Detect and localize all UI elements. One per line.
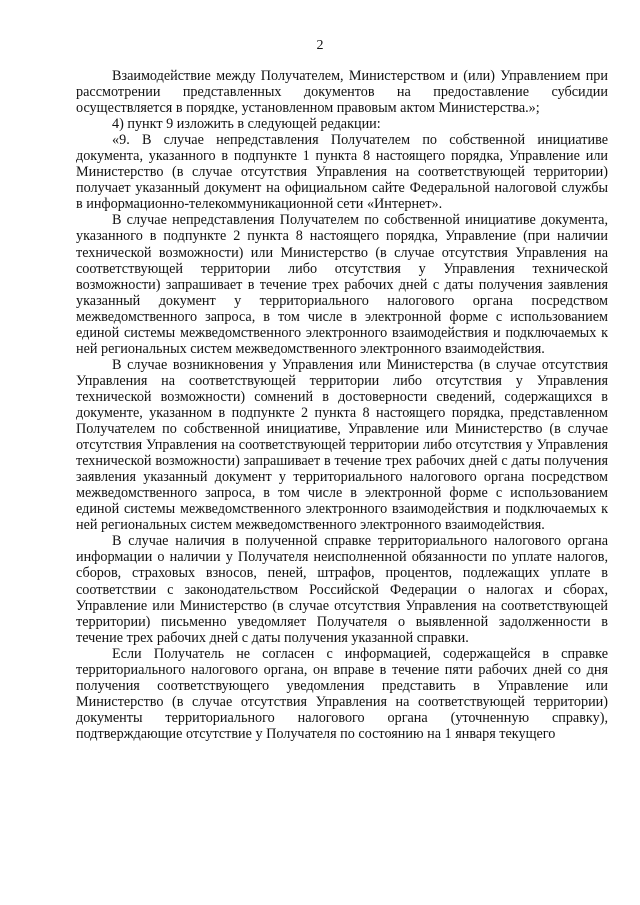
paragraph-interaction-procedure: Взаимодействие между Получателем, Министерством и (или) Управлением при рассмотрении представленных документов на предоставление субсидии осуществляется в порядке, установленном правовым актом Министерства.»;	[76, 68, 608, 117]
paragraph-interagency-request: В случае непредставления Получателем по собственной инициативе документа, указанного в подпункте 2 пункта 8 настоящего порядка, Управление (при наличии технической возможности) или Министерство (в случае отсутствия Управления на соответствующей территории либо отсутствия у Управления технической возможности) запрашивает в течение трех рабочих дней с даты получения заявления указанный документ у территориального налогового органа посредством межведомственного запроса, в том числе в электронной форме с использованием единой системы межведомственного электронного взаимодействия и подключаемых к ней региональных систем межведомственного электронного взаимодействия.	[76, 212, 608, 357]
paragraph-debt-notification: В случае наличия в полученной справке территориального налогового органа информации о наличии у Получателя неисполненной обязанности по уплате налогов, сборов, страховых взносов, пеней, штрафов, процентов, подлежащих уплате в соответствии с законодательством Российской Федерации о налогах и сборах, Управление или Министерство (в случае отсутствия Управления на соответствующей территории) письменно уведомляет Получателя о выявленной задолженности в течение трех рабочих дней с даты получения указанной справки.	[76, 533, 608, 646]
paragraph-doubts-verification: В случае возникновения у Управления или Министерства (в случае отсутствия Управления на соответствующей территории либо отсутствия у Управления технической возможности) сомнений в достоверности сведений, содержащихся в документе, указанном в подпункте 2 пункта 8 настоящего порядка, представленном Получателем по собственной инициативе, Управление или Министерство (в случае отсутствия Управления на соответствующей территории либо отсутствия у Управления технической возможности) запрашивает в течение трех рабочих дней с даты получения заявления указанный документ у территориального налогового органа посредством межведомственного запроса, в том числе в электронной форме с использованием единой системы межведомственного электронного взаимодействия и подключаемых к ней региональных систем межведомственного электронного взаимодействия.	[76, 356, 608, 534]
paragraph-disagreement: Если Получатель не согласен с информацией, содержащейся в справке территориального налогового органа, он вправе в течение пяти рабочих дней со дня получения соответствующего уведомления представить в Управление или Министерство (в случае отсутствия Управления на соответствующей территории) документы территориального налогового органа (уточненную справку), подтверждающие отсутствие у Получателя по состоянию на 1 января текущего	[76, 645, 608, 742]
document-body	[76, 68, 608, 742]
paragraph-item-4-heading: 4) пункт 9 изложить в следующей редакции:	[112, 116, 381, 133]
page-number: 2	[316, 38, 324, 53]
paragraph-point-9-tax-service: «9. В случае непредставления Получателем по собственной инициативе документа, указанного в подпункте 1 пункта 8 настоящего порядка, Управление или Министерство (в случае отсутствия Управления на соответствующей территории) получает указанный документ на официальном сайте Федеральной налоговой службы в информационно-телекоммуникационной сети «Интернет».	[76, 132, 608, 213]
